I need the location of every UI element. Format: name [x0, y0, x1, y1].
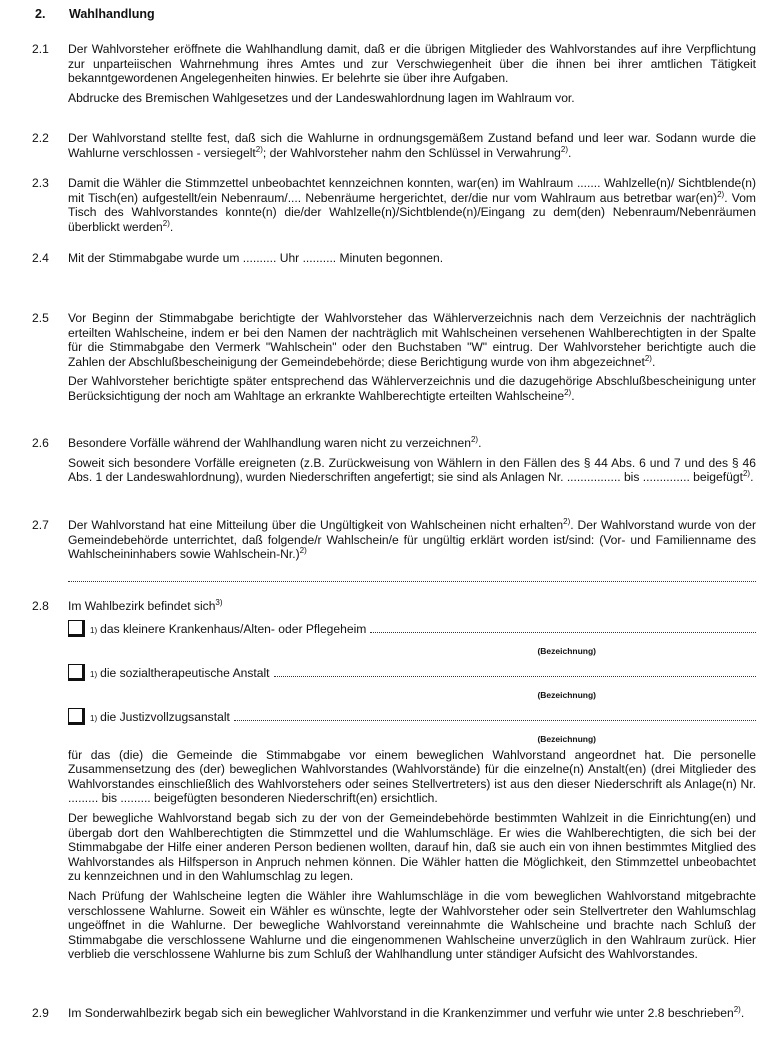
section-2-9	[32, 1006, 756, 1021]
footnote-ref: 2)	[255, 144, 263, 154]
section-2-5	[32, 311, 756, 404]
section-number: 2.4	[32, 251, 49, 265]
section-2-6	[32, 436, 756, 485]
section-number: 2.1	[32, 42, 49, 56]
section-2-2	[32, 131, 756, 160]
section-2-3	[32, 176, 756, 234]
designation-fill-line[interactable]	[234, 710, 756, 721]
footnote-ref: 2)	[564, 387, 572, 397]
designation-caption: (Bezeichnung)	[537, 689, 596, 700]
section-number: 2.3	[32, 176, 49, 190]
paragraph: Der Wahlvorstand stellte fest, daß sich die Wahlurne in ordnungsgemäßem Zustand befand und leer war. Sodann wurde die Wahlurne verschlossen - versiegelt$^{2)}$; der Wahlvorsteher nahm den Schlüssel in Verwahrung$^{2)}$.	[68, 131, 756, 160]
footnote-ref: 2)	[742, 469, 751, 479]
heading-title: Wahlhandlung	[69, 7, 155, 21]
section-number: 2.2	[32, 131, 49, 145]
section-number: 2.5	[32, 311, 49, 325]
paragraph: für das (die) die Gemeinde die Stimmabgabe vor einem beweglichen Wahlvorstand angeordnet hat. Die personelle Zusammensetzung des (der) beweglichen Wahlvorstandes (Wahlvorstände) für die einzelne(n) Anstalt(en) (drei Mitglieder des Wahlvorstandes einschließlich des Wahlvorstehers oder seines Stellvertreters) ist aus den dieser Niederschrift als Anlage(n) Nr. ......... bis ......... beigefügten besonderen Niederschrift(en) ersichtlich.	[68, 747, 756, 806]
paragraph: Abdrucke des Bremischen Wahlgesetzes und der Landeswahlordnung lagen im Wahlraum vor.	[68, 90, 575, 105]
section-heading	[35, 7, 155, 22]
footnote-ref: 2)	[162, 218, 170, 228]
paragraph: Der bewegliche Wahlvorstand begab sich zu der von der Gemeindebehörde bestimmten Wahlzeit in die Einrichtung(en) und übergab dort den Wahlberechtigten die Stimmzettel und die Wahlumschläge. Er wies die Wahlberechtigten, die sich bei der Stimmabgabe der Hilfe einer anderen Person bedienen wollten, darauf hin, daß sie auch ein von ihnen bestimmtes Mitglied des Wahlvorstandes als Hilfsperson in Anpruch nehmen können. Die Wähler hatten die Möglichkeit, den Stimmzettel unbeobachtet zu kennzeichnen und in den Wahlumschlag zu legen.	[68, 810, 756, 884]
option-row: 1) das kleinere Krankenhaus/Alten- oder Pflegeheim	[68, 620, 756, 640]
footnote-ref: 2)	[717, 189, 725, 199]
footnote-ref: 2)	[470, 435, 479, 444]
section-number: 2.9	[32, 1006, 49, 1020]
footnote-ref: 3)	[215, 598, 223, 607]
option-row: 1) die sozialtherapeutische Anstalt	[68, 664, 756, 684]
footnote-ref: 2)	[733, 1005, 741, 1014]
checkbox[interactable]	[68, 664, 85, 681]
footnote-ref: 2)	[644, 353, 652, 363]
designation-caption: (Bezeichnung)	[537, 645, 596, 656]
section-2-8	[32, 599, 756, 962]
paragraph: Der Wahlvorstand hat eine Mitteilung über die Ungültigkeit von Wahlscheinen nicht erhalten$^{2)}$. Der Wahlvorstand wurde von der Gemeindebehörde unterrichtet, daß folgende/r Wahlschein/e für ungültig erklärt worden ist/sind: (Vor- und Familienname des Wahlscheininhabers sowie Wahlschein-Nr.)$^{2)}$	[68, 517, 757, 562]
section-number: 2.8	[32, 599, 49, 613]
paragraph: Der Wahlvorsteher eröffnete die Wahlhandlung damit, daß er die übrigen Mitglieder des Wahlvorstandes auf ihre Verpflichtung zur unparteiischen Wahrnehmung ihres Amtes und zur Verschwiegenheit über die ihnen bei ihrer amtlichen Tätigkeit bekanntgewordenen Angelegenheiten hinwies. Er belehrte sie über ihre Aufgaben.	[68, 42, 756, 86]
option-label: die Justizvollzugsanstalt	[100, 709, 230, 724]
footnote-ref: 2)	[563, 517, 571, 526]
designation-fill-line[interactable]	[370, 622, 756, 633]
paragraph: Mit der Stimmabgabe wurde um .......... Uhr .......... Minuten begonnen.	[68, 251, 444, 265]
paragraph: Im Wahlbezirk befindet sich$^{3)}$	[68, 598, 223, 613]
section-2-4	[32, 251, 756, 266]
paragraph: Damit die Wähler die Stimmzettel unbeobachtet kennzeichnen konnten, war(en) im Wahlraum ....... Wahlzelle(n)/ Sichtblende(n) mit Tisch(en) aufgestellt/ein Nebenraum/.... Nebenräume hergerichtet, der/die nur vom Wahlraum aus betretbar war(en)$^{2)}$. Vom Tisch des Wahlvorstandes konnte(n) die/der Wahlzelle(n)/Sichtblende(n)/Eingang zu dem(den) Nebenraum/Nebenräumen überblickt werden$^{2)}$.	[68, 176, 756, 234]
fill-in-line[interactable]	[68, 580, 756, 582]
checkbox[interactable]	[68, 708, 85, 725]
paragraph: Besondere Vorfälle während der Wahlhandlung waren nicht zu verzeichnen$^{2)}$.	[68, 435, 482, 450]
checkbox[interactable]	[68, 620, 85, 637]
option-label: das kleinere Krankenhaus/Alten- oder Pflegeheim	[100, 621, 367, 636]
footnote-ref: 2)	[299, 546, 307, 556]
section-number: 2.6	[32, 436, 49, 450]
paragraph: Soweit sich besondere Vorfälle ereigneten (z.B. Zurückweisung von Wählern in den Fällen des § 44 Abs. 6 und 7 und des § 46 Abs. 1 der Landeswahlordnung), wurden Niederschriften angefertigt; sie sind als Anlagen Nr. ................ bis .............. beigefügt$^{2)}$.	[68, 455, 756, 485]
footnote-ref: 2)	[560, 144, 569, 154]
option-row: 1) die Justizvollzugsanstalt	[68, 708, 756, 728]
section-2-7	[32, 518, 756, 582]
designation-fill-line[interactable]	[274, 666, 756, 677]
option-label: die sozialtherapeutische Anstalt	[100, 665, 270, 680]
section-2-1	[32, 42, 756, 105]
section-number: 2.7	[32, 518, 49, 532]
paragraph: Im Sonderwahlbezirk begab sich ein beweglicher Wahlvorstand in die Krankenzimmer und verfuhr wie unter 2.8 beschrieben$^{2)}$.	[68, 1005, 745, 1020]
paragraph: Nach Prüfung der Wahlscheine legten die Wähler ihre Wahlumschläge in die vom beweglichen Wahlvorstand mitgebrachte verschlossene Wahlurne. Soweit ein Wähler es wünschte, legte der Wahlvorsteher oder sein Stellvertreter den Wahlumschlag ungeöffnet in die Wahlurne. Der bewegliche Wahlvorstand vereinnahmte die Wahlscheine und brachte nach Schluß der Stimmabgabe die verschlossene Wahlurne und die eingenommenen Wahlscheine unverzüglich in den Wahlraum zurück. Hier verblieb die verschlossene Wahlurne bis zum Schluß der Wahlhandlung unter ständiger Aufsicht des Wahlvorstandes.	[68, 888, 756, 962]
paragraph: Der Wahlvorsteher berichtigte später entsprechend das Wählerverzeichnis und die dazugehörige Abschlußbescheinigung unter Berücksichtigung der noch am Wahltage an erkrankte Wahlberechtigte erteilten Wahlscheine$^{2)}$.	[68, 374, 756, 403]
designation-caption: (Bezeichnung)	[537, 733, 596, 744]
paragraph: Vor Beginn der Stimmabgabe berichtigte der Wahlvorsteher das Wählerverzeichnis nach dem Verzeichnis der nachträglich erteilten Wahlscheine, indem er bei den Namen der nachträglich mit Wahlscheinen versehenen Wahlberechtigten in der Spalte für die Stimmabgabe den Vermerk "Wahlschein" oder den Buchstaben "W" eintrug. Der Wahlvorsteher berichtigte auch die Zahlen der Abschlußbescheinigung der Gemeindebehörde; diese Berichtigung wurde von ihm abgezeichnet$^{2)}$.	[68, 311, 756, 369]
heading-number: 2.	[35, 7, 46, 21]
